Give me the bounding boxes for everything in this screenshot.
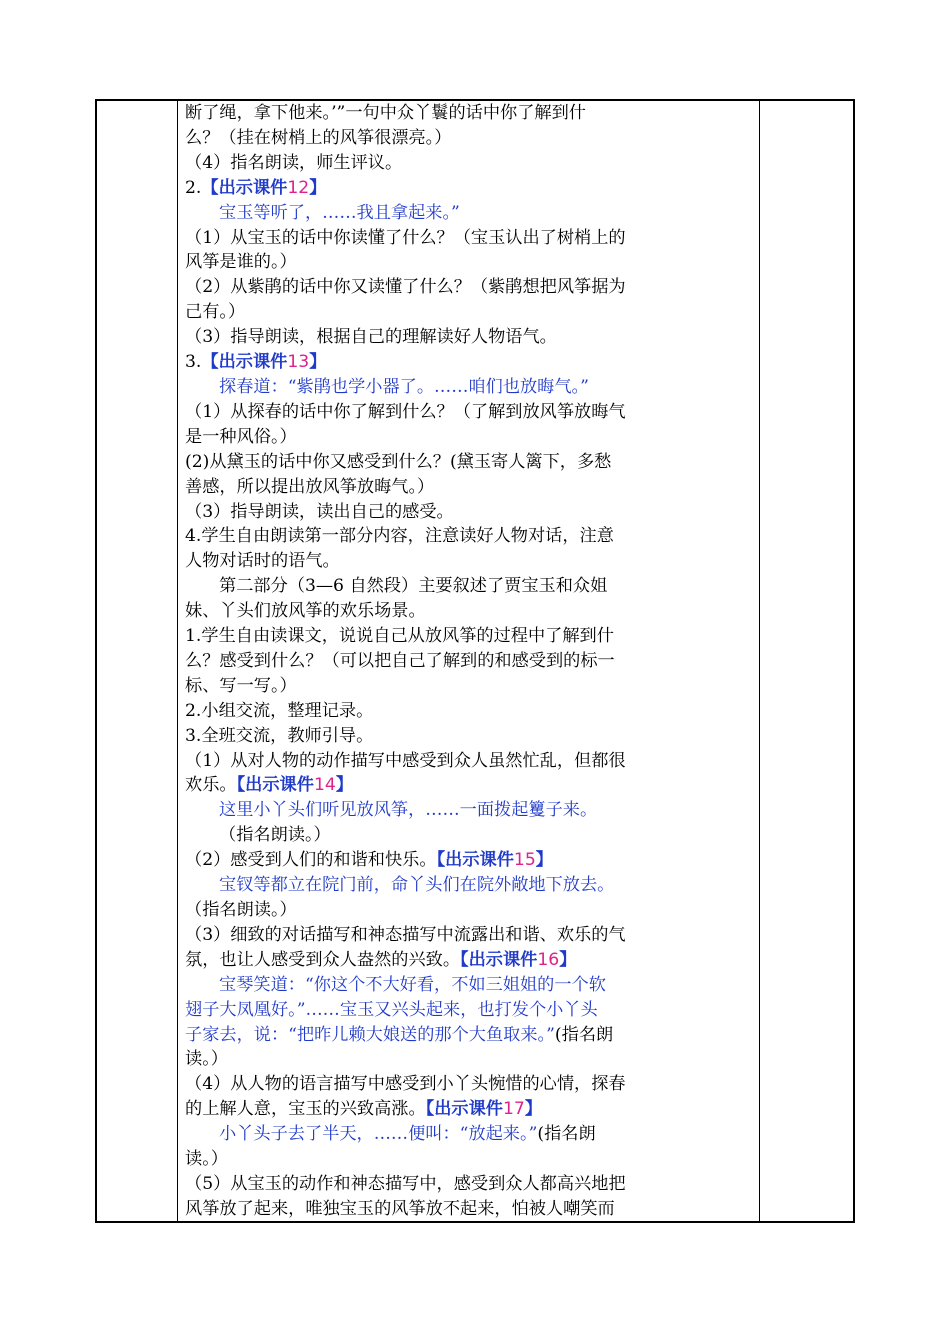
courseware-number: 13 — [287, 352, 310, 373]
courseware-number: 14 — [313, 775, 336, 796]
text-content: 3. — [185, 352, 202, 373]
text-line — [185, 599, 756, 624]
text-content: （指名朗读。） — [185, 900, 297, 920]
courseware-bracket: 】 — [309, 352, 327, 373]
courseware-line — [185, 1097, 756, 1122]
courseware-label: 出示课件 — [245, 775, 314, 796]
text-line — [185, 425, 756, 450]
quote-line — [185, 1023, 756, 1048]
courseware-bracket: 】 — [535, 850, 553, 871]
courseware-bracket: 】 — [335, 775, 354, 796]
text-content: 2. — [185, 177, 202, 198]
courseware-line — [185, 773, 756, 798]
courseware-line — [185, 176, 756, 201]
text-content: 妹、丫头们放风筝的欢乐场景。 — [185, 601, 426, 622]
courseware-number: 15 — [513, 850, 536, 871]
text-content: (2)从黛玉的话中你又感受到什么？(黛玉寄人篱下，多愁 — [185, 451, 612, 472]
courseware-bracket: 【 — [201, 177, 219, 198]
text-content: 人物对话时的语气。 — [185, 551, 340, 572]
text-content: 读。） — [185, 1049, 228, 1070]
text-content: 氛，也让人感受到众人盎然的兴致。 — [185, 949, 461, 970]
text-line — [185, 400, 756, 425]
quote-line — [185, 998, 756, 1023]
right-column — [760, 101, 853, 1221]
text-content: 2.小组交流，整理记录。 — [185, 700, 374, 721]
courseware-label: 出示课件 — [468, 949, 538, 970]
text-line — [185, 898, 756, 923]
quote-line — [185, 973, 756, 998]
courseware-bracket: 】 — [559, 949, 577, 970]
text-line — [185, 1147, 756, 1172]
courseware-label: 出示课件 — [218, 352, 288, 373]
text-content: （指名朗读。） — [219, 825, 331, 846]
courseware-bracket: 【 — [236, 775, 246, 796]
quote-line — [185, 375, 756, 400]
text-line — [185, 923, 756, 948]
text-content: 善感，所以提出放风筝放晦气。） — [185, 476, 435, 497]
text-line — [185, 549, 756, 574]
courseware-number: 17 — [503, 1099, 525, 1120]
courseware-label: 出示课件 — [445, 850, 514, 871]
text-line — [185, 250, 756, 275]
text-content: 3.全班交流，教师引导。 — [185, 725, 374, 746]
lesson-content — [177, 101, 759, 1221]
text-content: 4.学生自由朗读第一部分内容，注意读好人物对话，注意 — [185, 526, 614, 547]
text-content: （3）指导朗读，读出自己的感受。 — [185, 501, 454, 522]
text-content: 是一种风俗。） — [185, 426, 297, 447]
text-line — [185, 624, 756, 649]
text-content: 第二部分（3—6 自然段）主要叙述了贾宝玉和众姐 — [219, 576, 608, 597]
text-line — [185, 674, 756, 699]
text-content: （3）指导朗读，根据自己的理解读好人物语气。 — [185, 327, 557, 348]
quote-text: 小丫头子去了半天，……便叫：“放起来。” — [219, 1124, 538, 1145]
courseware-line — [185, 350, 756, 375]
courseware-line — [185, 948, 756, 973]
instruction-text: (指名朗 — [537, 1124, 596, 1145]
instruction-text: (指名朗 — [554, 1024, 614, 1045]
courseware-number: 12 — [287, 177, 310, 198]
courseware-label: 出示课件 — [218, 177, 288, 198]
text-line — [185, 749, 756, 774]
text-line — [185, 1047, 756, 1072]
text-line — [185, 475, 756, 500]
quote-text: 翅子大凤凰好。”……宝玉又兴头起来，也打发个小丫头 — [185, 999, 598, 1020]
text-content: 么？（挂在树梢上的风筝很漂亮。） — [185, 127, 452, 148]
quote-line — [185, 798, 756, 823]
text-line — [185, 724, 756, 749]
text-content: 读。） — [185, 1149, 228, 1170]
text-line — [185, 275, 756, 300]
text-line — [185, 699, 756, 724]
text-content: （3）细致的对话描写和神态描写中流露出和谐、欢乐的气 — [185, 924, 626, 945]
text-line — [185, 1172, 756, 1197]
courseware-bracket: 【 — [436, 850, 446, 871]
text-line — [185, 325, 756, 350]
courseware-number: 16 — [537, 949, 560, 970]
text-line — [185, 1197, 756, 1221]
quote-text: 探春道：“紫鹃也学小器了。……咱们也放晦气。” — [219, 376, 589, 397]
text-content: 1.学生自由读课文，说说自己从放风筝的过程中了解到什 — [185, 626, 614, 647]
text-line — [185, 649, 756, 674]
text-content: （1）从对人物的动作描写中感受到众人虽然忙乱，但都很 — [185, 750, 626, 771]
courseware-label: 出示课件 — [434, 1099, 503, 1120]
text-content: （2）感受到人们的和谐和快乐。 — [185, 850, 437, 871]
text-content: （4）从人物的语言描写中感受到小丫头惋惜的心情，探春 — [185, 1074, 626, 1095]
lesson-table — [95, 99, 855, 1223]
quote-line — [185, 201, 756, 226]
text-line — [185, 226, 756, 251]
quote-text: 宝琴笑道：“你这个不大好看，不如三姐姐的一个软 — [219, 974, 606, 995]
content-column — [177, 101, 760, 1221]
indented-line — [185, 574, 756, 599]
text-content: （2）从紫鹃的话中你又读懂了什么？（紫鹃想把风筝据为 — [185, 277, 626, 298]
text-content: （1）从宝玉的话中你读懂了什么？（宝玉认出了树梢上的 — [185, 227, 626, 248]
text-line — [185, 101, 756, 126]
text-content: 风筝是谁的。） — [185, 252, 297, 273]
text-line — [185, 151, 756, 176]
text-content: 的上解人意，宝玉的兴致高涨。 — [185, 1099, 426, 1120]
left-column — [97, 101, 178, 1221]
quote-line — [185, 1122, 756, 1147]
quote-text: 宝钗等都立在院门前，命丫头们在院外敞地下放去。 — [219, 875, 615, 896]
text-line — [185, 300, 756, 325]
text-line — [185, 450, 756, 475]
text-content: （1）从探春的话中你了解到什么？（了解到放风筝放晦气 — [185, 401, 626, 422]
quote-text: 宝玉等听了，……我且拿起来。” — [219, 202, 460, 223]
courseware-bracket: 【 — [425, 1099, 435, 1120]
text-content: 标、写一写。） — [185, 675, 297, 696]
courseware-line — [185, 848, 756, 873]
text-line — [185, 500, 756, 525]
indented-line — [185, 823, 756, 848]
quote-line — [185, 873, 756, 898]
text-content: 么？感受到什么？（可以把自己了解到的和感受到的标一 — [185, 650, 615, 671]
courseware-bracket: 】 — [309, 177, 327, 198]
courseware-bracket: 【 — [460, 949, 469, 970]
text-line — [185, 126, 756, 151]
courseware-bracket: 【 — [201, 352, 219, 373]
quote-text: 这里小丫头们听见放风筝，……一面拨起籰子来。 — [219, 800, 598, 821]
text-content: 风筝放了起来，唯独宝玉的风筝放不起来，怕被人嘲笑而 — [185, 1198, 615, 1219]
courseware-bracket: 】 — [524, 1099, 543, 1120]
text-content: 欢乐。 — [185, 775, 237, 796]
text-content: （4）指名朗读，师生评议。 — [185, 152, 403, 173]
text-line — [185, 524, 756, 549]
text-line — [185, 1072, 756, 1097]
text-content: （5）从宝玉的动作和神态描写中，感受到众人都高兴地把 — [185, 1173, 626, 1194]
quote-text: 子家去，说：“把昨儿赖大娘送的那个大鱼取来。” — [185, 1024, 555, 1045]
text-content: 断了绳，拿下他来。’”一句中众丫鬟的话中你了解到什 — [185, 103, 586, 123]
text-content: 己有。） — [185, 302, 246, 323]
